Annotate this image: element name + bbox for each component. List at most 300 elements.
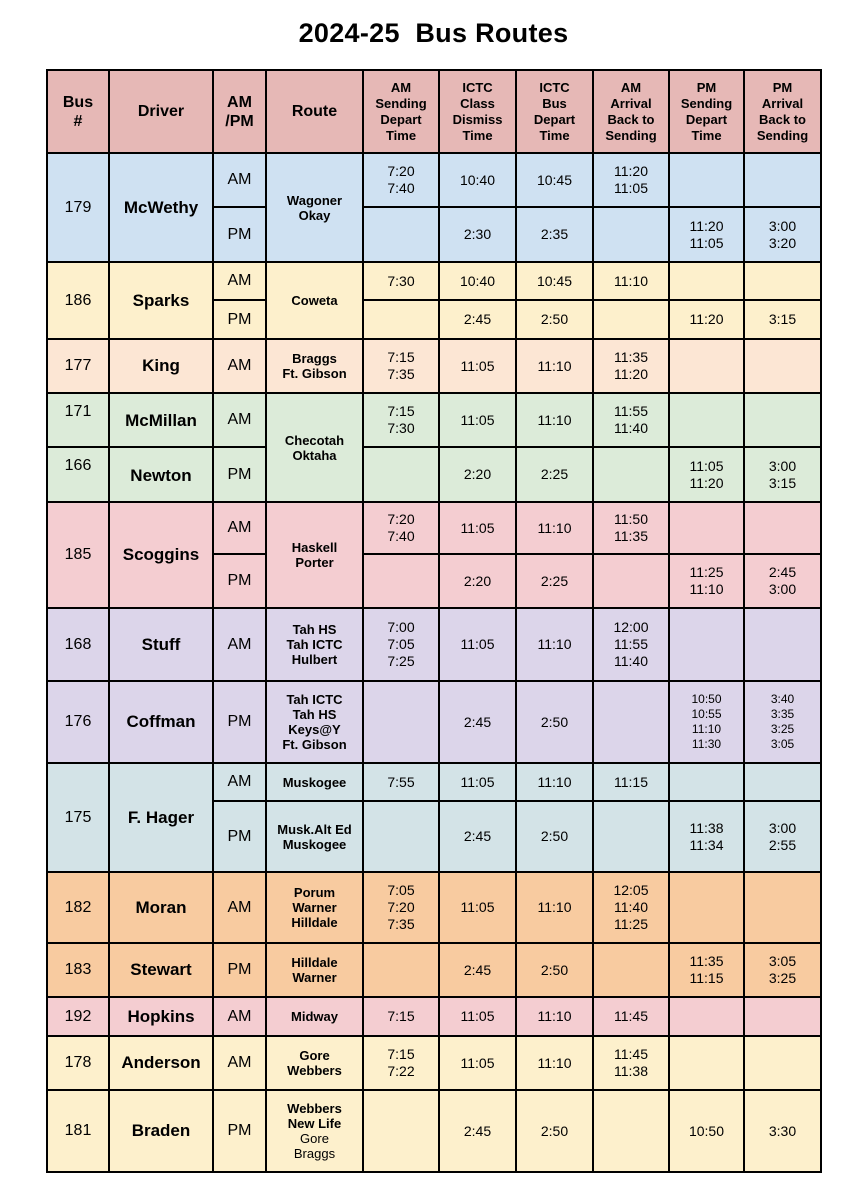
am-sending-depart-time-line: 7:25: [387, 653, 415, 669]
bus-number-line: 171: [64, 403, 92, 420]
pm-sending-depart-time: [668, 1089, 745, 1173]
pm-sending-depart-time: [668, 446, 745, 503]
am-sending-depart-time-line: 7:40: [387, 528, 415, 544]
ictc-class-dismiss-time-line: 10:40: [459, 272, 496, 289]
pm-arrival-time: [743, 607, 822, 682]
am-arrival-time: [592, 871, 670, 944]
pm-sending-depart-time-line: 11:20: [689, 217, 724, 234]
pm-arrival-time-line: 3:05: [768, 953, 797, 969]
am-pm-indicator: [212, 206, 267, 263]
pm-arrival-time: [743, 1035, 822, 1091]
route-name-line: Oktaha: [292, 447, 337, 463]
am-arrival-time: [592, 1089, 670, 1173]
am-pm-indicator: [212, 996, 267, 1037]
ictc-class-dismiss-time: [438, 206, 517, 263]
route-name-line: Okay: [298, 207, 331, 223]
am-arrival-time: [592, 446, 670, 503]
driver-name: [108, 680, 214, 764]
header-ictc-class-dismiss: [438, 69, 517, 154]
pm-sending-depart-time-line: 11:38: [689, 819, 724, 836]
ictc-bus-depart-time: [515, 762, 594, 802]
route-name: [265, 501, 364, 609]
header-bus: [46, 69, 110, 154]
driver-name: [108, 446, 214, 503]
am-pm-indicator: [212, 607, 267, 682]
pm-sending-depart-time-line: 10:50: [691, 692, 722, 706]
am-sending-depart-time-line: 7:05: [387, 882, 415, 898]
ictc-class-dismiss-time: [438, 996, 517, 1037]
driver-name-line: Hopkins: [127, 1006, 195, 1026]
pm-arrival-time: [743, 338, 822, 394]
header-pm-sending-depart: [668, 69, 745, 154]
ictc-bus-depart-time: [515, 299, 594, 340]
route-name: [265, 680, 364, 764]
header-am-sending-depart-line: Time: [385, 127, 417, 143]
ictc-class-dismiss-time: [438, 501, 517, 555]
driver-name: [108, 392, 214, 448]
am-sending-depart-time: [362, 680, 440, 764]
am-arrival-time: [592, 261, 670, 301]
ictc-bus-depart-time: [515, 501, 594, 555]
bus-number: [46, 942, 110, 998]
am-sending-depart-time-line: 7:20: [387, 899, 415, 915]
ictc-bus-depart-time: [515, 942, 594, 998]
route-name-line: Tah ICTC: [286, 637, 343, 652]
pm-arrival-time-line: 3:35: [770, 707, 795, 721]
pm-sending-depart-time: [668, 680, 745, 764]
bus-number-line: 186: [64, 291, 92, 309]
ictc-class-dismiss-time: [438, 338, 517, 394]
route-name-line: Hulbert: [291, 652, 338, 667]
driver-name-line: Moran: [135, 897, 187, 917]
am-arrival-time: [592, 501, 670, 555]
pm-arrival-time-line: 3:15: [768, 474, 797, 491]
am-arrival-time-line: 11:35: [614, 528, 648, 544]
am-pm-indicator-line: PM: [227, 713, 252, 730]
route-name-line: Webbers: [287, 1063, 342, 1078]
am-pm-indicator-line: AM: [227, 1007, 252, 1025]
bus-number-line: 181: [64, 1122, 92, 1139]
ictc-bus-depart-time-line: 2:25: [540, 466, 569, 482]
route-name-line: Midway: [291, 1009, 338, 1024]
ictc-bus-depart-time-line: 2:50: [540, 311, 569, 327]
am-pm-indicator: [212, 299, 267, 340]
header-pm-sending-depart-line: Sending: [680, 95, 733, 111]
route-name: [265, 338, 364, 394]
route-name-line: Braggs: [292, 351, 337, 366]
ictc-class-dismiss-time-line: 2:45: [463, 1122, 492, 1139]
am-arrival-time-line: 11:20: [614, 163, 648, 179]
am-pm-indicator-line: AM: [227, 1054, 252, 1071]
am-sending-depart-time: [362, 942, 440, 998]
ictc-class-dismiss-time: [438, 942, 517, 998]
am-sending-depart-time: [362, 299, 440, 340]
bus-number: [46, 152, 110, 263]
pm-arrival-time: [743, 680, 822, 764]
am-arrival-time: [592, 152, 670, 208]
driver-name-line: Sparks: [132, 290, 190, 310]
driver-name: [108, 501, 214, 609]
header-ictc-bus-depart-line: Time: [539, 127, 570, 143]
route-name: [265, 1089, 364, 1173]
pm-arrival-time: [743, 206, 822, 263]
ictc-bus-depart-time-line: 11:10: [537, 411, 572, 428]
am-sending-depart-time: [362, 871, 440, 944]
ictc-bus-depart-time: [515, 680, 594, 764]
am-pm-indicator-line: AM: [227, 171, 252, 188]
am-pm-indicator-line: PM: [227, 225, 252, 243]
driver-name: [108, 1089, 214, 1173]
bus-number: [46, 501, 110, 609]
am-sending-depart-time-line: 7:00: [387, 619, 415, 635]
am-arrival-time-line: 11:38: [614, 1063, 648, 1079]
am-sending-depart-time: [362, 206, 440, 263]
ictc-bus-depart-time: [515, 206, 594, 263]
am-sending-depart-time-line: 7:15: [387, 1046, 415, 1062]
pm-arrival-time: [743, 996, 822, 1037]
ictc-bus-depart-time: [515, 607, 594, 682]
pm-arrival-time: [743, 553, 822, 609]
am-arrival-time: [592, 553, 670, 609]
ictc-bus-depart-time-line: 11:10: [537, 357, 572, 374]
route-name-line: Porum: [293, 885, 336, 900]
ictc-class-dismiss-time-line: 2:45: [463, 713, 492, 730]
am-arrival-time-line: 11:25: [614, 916, 648, 932]
am-pm-indicator: [212, 762, 267, 802]
bus-number: [46, 1035, 110, 1091]
header-pm-sending-depart-line: PM: [696, 79, 717, 95]
am-pm-indicator: [212, 680, 267, 764]
bus-number-line: 179: [64, 198, 92, 216]
ictc-bus-depart-time-line: 2:25: [540, 572, 569, 589]
am-sending-depart-time: [362, 607, 440, 682]
am-arrival-time: [592, 762, 670, 802]
am-sending-depart-time-line: 7:22: [387, 1063, 415, 1079]
am-sending-depart-time: [362, 501, 440, 555]
header-pm-arrival-line: Sending: [756, 127, 809, 143]
header-ictc-bus-depart-line: Depart: [533, 111, 576, 127]
ictc-bus-depart-time: [515, 392, 594, 448]
route-name: [265, 996, 364, 1037]
pm-sending-depart-time-line: 11:30: [691, 737, 722, 751]
am-arrival-time-line: 11:45: [614, 1046, 648, 1062]
ictc-class-dismiss-time-line: 2:20: [463, 572, 492, 589]
driver-name: [108, 338, 214, 394]
pm-arrival-time: [743, 299, 822, 340]
am-pm-indicator-line: AM: [227, 898, 252, 916]
ictc-class-dismiss-time: [438, 1035, 517, 1091]
pm-arrival-time-line: 3:25: [768, 970, 797, 986]
driver-name-line: F. Hager: [127, 807, 195, 827]
header-pm-sending-depart-line: Time: [691, 127, 722, 143]
am-pm-indicator: [212, 1089, 267, 1173]
am-arrival-time: [592, 607, 670, 682]
header-route-line: Route: [291, 103, 338, 120]
route-name-line: Braggs: [293, 1146, 336, 1161]
header-ampm-line: AM: [227, 93, 252, 111]
ictc-bus-depart-time: [515, 800, 594, 873]
am-arrival-time: [592, 206, 670, 263]
ictc-bus-depart-time-line: 2:50: [540, 828, 569, 844]
pm-arrival-time: [743, 446, 822, 503]
am-arrival-time-line: 11:40: [614, 420, 648, 436]
am-sending-depart-time-line: 7:20: [387, 163, 415, 179]
am-sending-depart-time: [362, 1035, 440, 1091]
bus-number: [46, 871, 110, 944]
header-bus-line: Bus: [62, 93, 94, 111]
route-name-line: Checotah: [284, 432, 345, 448]
route-name-line: Webbers: [287, 1101, 342, 1116]
pm-sending-depart-time-line: 11:10: [689, 581, 724, 597]
am-arrival-time-line: 11:55: [614, 636, 648, 652]
header-am-arrival-line: Arrival: [610, 95, 652, 111]
ictc-bus-depart-time: [515, 1035, 594, 1091]
am-sending-depart-time-line: 7:55: [387, 773, 415, 790]
pm-arrival-time-line: 3:00: [768, 819, 797, 836]
bus-number: [46, 392, 110, 448]
am-sending-depart-time: [362, 996, 440, 1037]
ictc-bus-depart-time: [515, 446, 594, 503]
route-name-line: Musk.Alt Ed: [277, 821, 352, 837]
am-pm-indicator-line: AM: [227, 773, 252, 790]
pm-sending-depart-time: [668, 206, 745, 263]
am-sending-depart-time-line: 7:05: [387, 636, 415, 652]
ictc-class-dismiss-time: [438, 446, 517, 503]
route-name-line: Warner: [292, 970, 337, 985]
am-sending-depart-time-line: 7:15: [387, 349, 415, 365]
ictc-bus-depart-time: [515, 261, 594, 301]
route-name-line: New Life: [287, 1116, 342, 1131]
route-name-line: Muskogee: [282, 836, 347, 852]
bus-number-line: 166: [64, 457, 92, 474]
header-am-sending-depart-line: Sending: [375, 95, 427, 111]
driver-name-line: Coffman: [126, 712, 196, 731]
pm-arrival-time: [743, 501, 822, 555]
driver-name: [108, 996, 214, 1037]
am-arrival-time: [592, 800, 670, 873]
ictc-bus-depart-time-line: 2:50: [540, 1122, 569, 1139]
ictc-bus-depart-time-line: 10:45: [536, 171, 573, 188]
am-pm-indicator-line: AM: [227, 357, 252, 374]
ictc-bus-depart-time: [515, 338, 594, 394]
ictc-bus-depart-time-line: 2:50: [540, 713, 569, 730]
am-pm-indicator-line: AM: [227, 635, 252, 653]
am-arrival-time-line: 11:35: [614, 349, 648, 365]
route-name: [265, 942, 364, 998]
am-pm-indicator: [212, 501, 267, 555]
bus-number: [46, 338, 110, 394]
am-arrival-time-line: 12:00: [613, 619, 649, 635]
pm-arrival-time-line: 3:25: [770, 722, 795, 736]
pm-arrival-time-line: 3:20: [768, 234, 797, 251]
ictc-bus-depart-time: [515, 152, 594, 208]
ictc-bus-depart-time: [515, 553, 594, 609]
am-pm-indicator-line: PM: [227, 572, 252, 589]
header-ictc-bus-depart: [515, 69, 594, 154]
route-name-line: Keys@Y: [288, 722, 341, 737]
bus-number-line: 177: [64, 357, 92, 374]
pm-sending-depart-time-line: 10:55: [691, 707, 722, 721]
driver-name: [108, 762, 214, 873]
ictc-class-dismiss-time: [438, 152, 517, 208]
am-sending-depart-time: [362, 261, 440, 301]
header-ictc-bus-depart-line: Bus: [542, 95, 567, 111]
page-title: 2024-25 Bus Routes: [298, 18, 569, 48]
ictc-class-dismiss-time-line: 10:40: [459, 171, 496, 188]
bus-number: [46, 996, 110, 1037]
driver-name-line: King: [142, 356, 180, 375]
am-pm-indicator-line: PM: [227, 827, 252, 845]
am-pm-indicator: [212, 942, 267, 998]
pm-arrival-time-line: 3:05: [770, 737, 795, 751]
pm-arrival-time: [743, 152, 822, 208]
am-arrival-time: [592, 338, 670, 394]
pm-sending-depart-time-line: 11:20: [689, 474, 724, 491]
ictc-class-dismiss-time-line: 2:45: [463, 961, 492, 978]
header-pm-sending-depart-line: Depart: [685, 111, 728, 127]
route-name: [265, 1035, 364, 1091]
am-arrival-time: [592, 299, 670, 340]
am-pm-indicator: [212, 392, 267, 448]
am-arrival-time: [592, 392, 670, 448]
ictc-class-dismiss-time: [438, 392, 517, 448]
pm-sending-depart-time: [668, 762, 745, 802]
header-ictc-class-dismiss-line: ICTC: [462, 79, 493, 95]
driver-name-line: McWethy: [123, 197, 199, 217]
ictc-class-dismiss-time: [438, 261, 517, 301]
ictc-bus-depart-time-line: 11:10: [537, 519, 572, 536]
am-arrival-time-line: 11:10: [614, 272, 648, 289]
header-am-sending-depart: [362, 69, 440, 154]
driver-name: [108, 1035, 214, 1091]
ictc-class-dismiss-time-line: 11:05: [460, 1054, 495, 1071]
pm-sending-depart-time-line: 11:25: [689, 564, 724, 580]
route-name: [265, 762, 364, 802]
ictc-bus-depart-time: [515, 996, 594, 1037]
am-arrival-time: [592, 1035, 670, 1091]
am-arrival-time: [592, 680, 670, 764]
ictc-bus-depart-time-line: 11:10: [537, 1008, 572, 1024]
am-arrival-time-line: 11:20: [614, 366, 648, 382]
am-pm-indicator: [212, 338, 267, 394]
pm-sending-depart-time: [668, 996, 745, 1037]
am-arrival-time: [592, 996, 670, 1037]
pm-arrival-time: [743, 261, 822, 301]
am-pm-indicator: [212, 871, 267, 944]
pm-sending-depart-time: [668, 501, 745, 555]
route-name-line: Hilldale: [291, 955, 338, 970]
am-pm-indicator: [212, 800, 267, 873]
route-name-line: Hilldale: [291, 915, 338, 930]
am-pm-indicator: [212, 261, 267, 301]
driver-name-line: Anderson: [121, 1053, 201, 1072]
am-pm-indicator-line: AM: [227, 519, 252, 536]
header-ampm: [212, 69, 267, 154]
am-pm-indicator-line: AM: [227, 272, 252, 289]
driver-name-line: Newton: [130, 465, 192, 485]
am-pm-indicator: [212, 553, 267, 609]
ictc-class-dismiss-time-line: 11:05: [460, 899, 495, 915]
am-pm-indicator: [212, 1035, 267, 1091]
ictc-class-dismiss-time: [438, 607, 517, 682]
route-name-line: Tah HS: [292, 622, 337, 637]
driver-name-line: Braden: [131, 1121, 191, 1140]
am-sending-depart-time-line: 7:15: [387, 403, 415, 419]
header-ampm-line: /PM: [225, 112, 254, 130]
route-name-line: Ft. Gibson: [282, 737, 347, 752]
pm-sending-depart-time-line: 11:20: [689, 311, 724, 327]
ictc-class-dismiss-time: [438, 871, 517, 944]
am-sending-depart-time-line: 7:20: [387, 511, 415, 527]
header-am-arrival-line: Back to: [607, 111, 655, 127]
ictc-bus-depart-time-line: 11:10: [537, 1054, 572, 1071]
pm-arrival-time: [743, 1089, 822, 1173]
pm-sending-depart-time: [668, 338, 745, 394]
bus-number-line: 192: [64, 1007, 92, 1025]
am-arrival-time-line: 12:05: [613, 882, 649, 898]
route-name: [265, 800, 364, 873]
bus-number-line: 183: [64, 961, 92, 978]
am-sending-depart-time: [362, 152, 440, 208]
bus-number-line: 168: [64, 635, 92, 653]
ictc-class-dismiss-time-line: 11:05: [460, 636, 495, 652]
route-name-line: Muskogee: [282, 774, 347, 790]
pm-arrival-time-line: 2:45: [768, 564, 797, 580]
ictc-class-dismiss-time-line: 2:30: [463, 226, 492, 242]
pm-sending-depart-time: [668, 392, 745, 448]
driver-name-line: Scoggins: [122, 545, 200, 564]
pm-sending-depart-time-line: 11:15: [689, 970, 724, 986]
am-sending-depart-time-line: 7:30: [387, 420, 415, 436]
ictc-class-dismiss-time: [438, 800, 517, 873]
header-pm-arrival-line: PM: [772, 79, 793, 95]
header-ictc-bus-depart-line: ICTC: [539, 79, 570, 95]
header-route: [265, 69, 364, 154]
header-am-arrival-line: AM: [620, 79, 642, 95]
pm-arrival-time-line: 3:40: [770, 692, 795, 706]
pm-arrival-time: [743, 762, 822, 802]
bus-number-line: 175: [64, 808, 92, 826]
bus-number: [46, 1089, 110, 1173]
ictc-bus-depart-time: [515, 1089, 594, 1173]
am-sending-depart-time-line: 7:40: [387, 180, 415, 196]
pm-arrival-time: [743, 392, 822, 448]
bus-number-line: 182: [64, 898, 92, 916]
pm-arrival-time-line: 3:00: [768, 581, 797, 597]
am-sending-depart-time: [362, 553, 440, 609]
driver-name-line: Stewart: [130, 960, 192, 979]
header-pm-arrival: [743, 69, 822, 154]
header-am-sending-depart-line: Depart: [380, 111, 422, 127]
route-name-line: Tah HS: [292, 707, 337, 722]
am-arrival-time-line: 11:55: [614, 403, 648, 419]
header-pm-arrival-line: Back to: [759, 111, 806, 127]
pm-sending-depart-time: [668, 299, 745, 340]
route-name: [265, 607, 364, 682]
am-pm-indicator-line: PM: [227, 961, 252, 978]
ictc-bus-depart-time-line: 11:10: [537, 636, 572, 652]
pm-sending-depart-time-line: 11:05: [689, 457, 724, 474]
am-pm-indicator-line: AM: [227, 411, 252, 428]
header-am-arrival: [592, 69, 670, 154]
route-name-line: Gore: [299, 1048, 330, 1063]
am-sending-depart-time-line: 7:35: [387, 366, 415, 382]
pm-sending-depart-time: [668, 152, 745, 208]
ictc-class-dismiss-time: [438, 680, 517, 764]
pm-sending-depart-time-line: 11:35: [689, 953, 724, 969]
header-am-arrival-line: Sending: [605, 127, 657, 143]
ictc-class-dismiss-time-line: 11:05: [460, 773, 495, 790]
